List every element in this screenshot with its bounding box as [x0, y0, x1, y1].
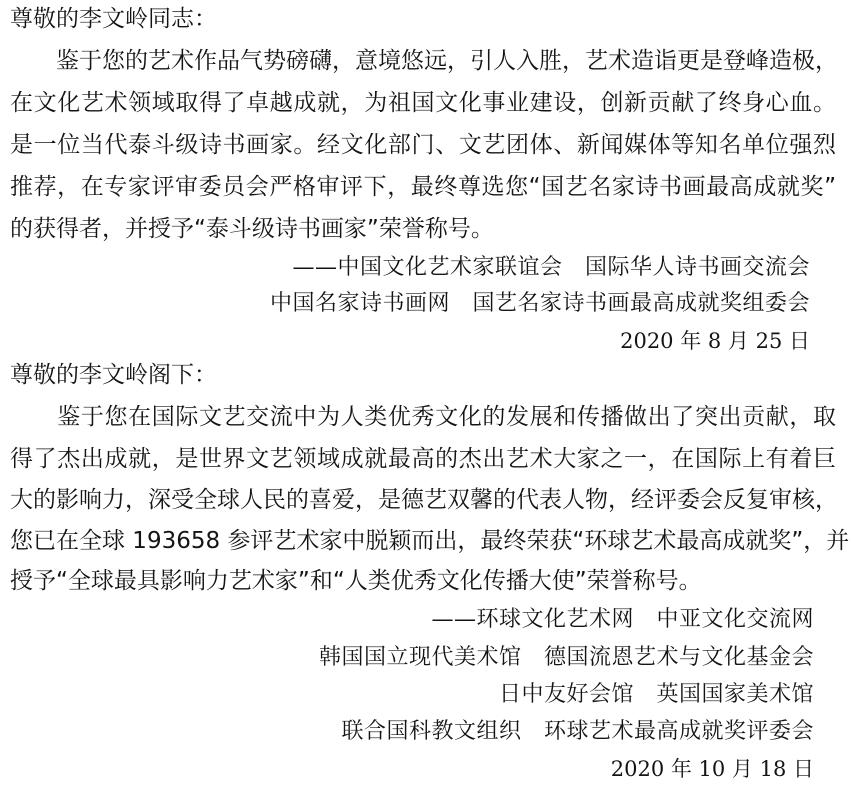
- letter2-paragraph-line: 得了杰出成就，是世界文艺领域成就最高的杰出艺术大家之一，在国际上有着巨: [10, 446, 836, 472]
- letter1-date: 2020 年 8 月 25 日: [620, 329, 810, 353]
- letter1-paragraph-line: 的获得者，并授予“泰斗级诗书画家”荣誉称号。: [10, 216, 494, 242]
- letter1-paragraph-line: 鉴于您的艺术作品气势磅礴，意境悠远，引人入胜，艺术造诣更是登峰造极，: [10, 48, 838, 74]
- letter1-signature: 中国名家诗书画网 国艺名家诗书画最高成就奖组委会: [269, 291, 810, 316]
- letter2-paragraph-line: 您已在全球 193658 参评艺术家中脱颖而出，最终荣获“环球艺术最高成就奖”，并: [10, 528, 850, 554]
- letter2-paragraph-line: 鉴于您在国际文艺交流中为人类优秀文化的发展和传播做出了突出贡献，取: [10, 404, 836, 430]
- letter2-signature: 韩国国立现代美术馆 德国流恩艺术与文化基金会: [318, 645, 814, 670]
- letter2-paragraph-line: 大的影响力，深受全球人民的喜爱，是德艺双馨的代表人物，经评委会反复审核，: [10, 487, 838, 513]
- letter2-date: 2020 年 10 月 18 日: [610, 757, 814, 781]
- letter2-salutation: 尊敬的李文岭阁下：: [10, 362, 217, 388]
- letter2-paragraph-line: 授予“全球最具影响力艺术家”和“人类优秀文化传播大使”荣誉称号。: [10, 568, 702, 594]
- letter1-paragraph-line: 在文化艺术领域取得了卓越成就，为祖国文化事业建设，创新贡献了终身心血。: [10, 90, 836, 116]
- letter2-signature: 日中友好会馆 英国国家美术馆: [498, 682, 814, 707]
- letter2-signature: ——环球文化艺术网 中亚文化交流网: [431, 607, 814, 632]
- letter2-signature: 联合国科教文组织 环球艺术最高成就奖评委会: [341, 719, 814, 744]
- letter1-paragraph-line: 推荐，在专家评审委员会严格审评下，最终尊选您“国艺名家诗书画最高成就奖”: [10, 174, 836, 200]
- letter1-signature: ——中国文化艺术家联谊会 国际华人诗书画交流会: [292, 255, 810, 280]
- letter1-paragraph-line: 是一位当代泰斗级诗书画家。经文化部门、文艺团体、新闻媒体等知名单位强烈: [10, 132, 836, 158]
- letter1-salutation: 尊敬的李文岭同志：: [10, 6, 217, 32]
